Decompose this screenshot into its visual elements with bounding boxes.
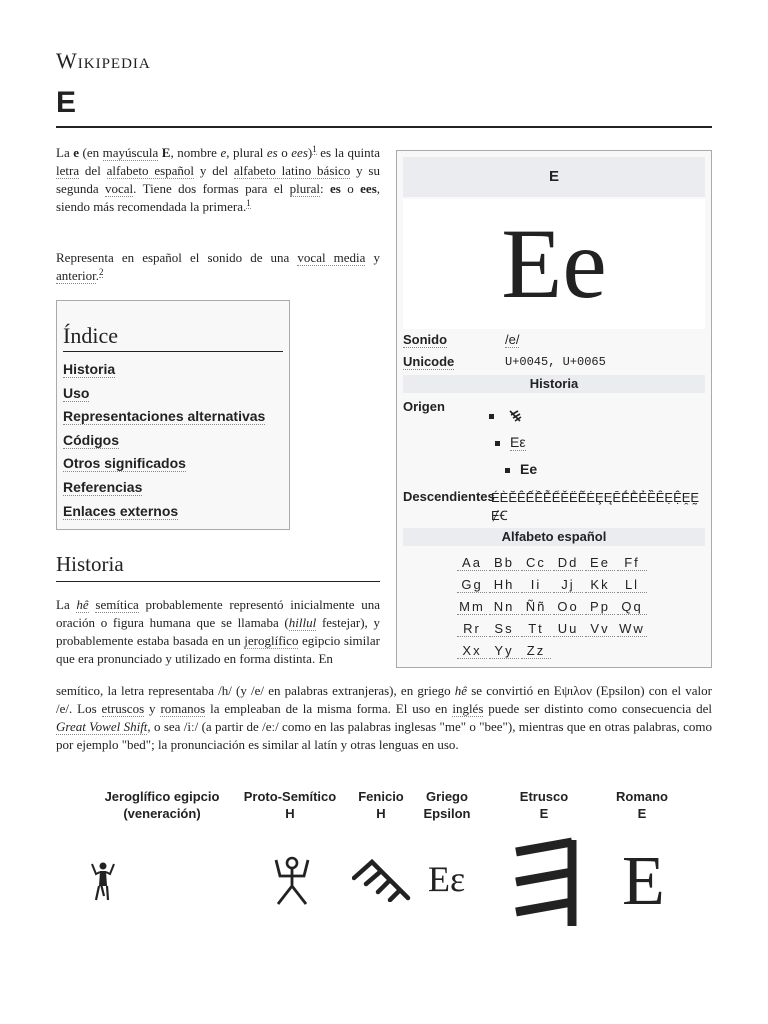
reference-link-1b[interactable]: 1	[246, 197, 251, 208]
text: La	[56, 597, 77, 612]
sonido-value-text: /e/	[505, 332, 520, 347]
alfabeto-letter[interactable]: Hh	[489, 577, 519, 593]
link-vocal[interactable]: vocal	[105, 181, 134, 196]
egyptian-hieroglyph-icon[interactable]	[88, 860, 118, 902]
alfabeto-letter[interactable]: Aa	[457, 555, 487, 571]
alfabeto-letter[interactable]: Rr	[457, 621, 487, 637]
descendientes-value[interactable]: ÉÈĔÊẾỀỄỂĚËẼĖȨĘĒḖḔẺȄȆẸỆḘḚɆꞒ	[491, 490, 700, 523]
italic-text: hê	[76, 597, 89, 612]
evolution-header-line: Fenicio	[358, 789, 404, 804]
evolution-header-line: Epsilon	[423, 806, 471, 821]
text: , o sea /iː/ (a partir de /eː/ como en las palabras inglesas "me" o "bee"), mientras que en otras palabras, como por ejemplo "bed"; la pronunciación es similar al latín y otras lenguas en uso.	[56, 719, 712, 752]
evolution-header-fenicio	[348, 788, 414, 822]
alfabeto-letter[interactable]: Ff	[617, 555, 647, 571]
evolution-header-line: (veneración)	[123, 806, 201, 821]
table-of-contents	[56, 300, 290, 530]
text: . Tiene dos formas para el	[133, 181, 290, 196]
link-great-vowel-shift[interactable]	[56, 719, 147, 735]
wikipedia-wordmark[interactable]: Wikipedia	[56, 48, 151, 73]
evolution-header-line: H	[285, 806, 295, 821]
bold-text: ees	[360, 181, 377, 196]
alfabeto-letter[interactable]: Uu	[553, 621, 583, 637]
link-hillul[interactable]	[289, 615, 316, 631]
toc-item-enlaces-externos[interactable]	[63, 500, 283, 524]
text: se convirtió en Εψιλον (Epsilon) con el valor /e/. Los	[56, 683, 712, 716]
evolution-header-line: Jeroglífico egipcio	[104, 789, 220, 804]
evolution-header-line: Griego	[426, 789, 468, 804]
italic-text: e	[220, 145, 227, 160]
text: .	[95, 268, 99, 283]
historia-section-header: Historia	[403, 375, 705, 393]
text: festejar), y probablemente estaba basada en un	[56, 615, 380, 648]
link-alfabeto-latino[interactable]: alfabeto latino básico	[233, 163, 351, 178]
alfabeto-letter[interactable]: Kk	[585, 577, 615, 593]
bold-text: e	[73, 145, 80, 160]
evolution-header-line: Proto-Semítico	[243, 789, 337, 804]
alfabeto-letter[interactable]: Vv	[585, 621, 615, 637]
sonido-label[interactable]	[403, 332, 447, 347]
reference-link-2[interactable]: 2	[98, 266, 104, 277]
alfabeto-letter[interactable]: Bb	[489, 555, 519, 571]
alfabeto-letter[interactable]: Ss	[489, 621, 519, 637]
alfabeto-letter[interactable]: Ee	[585, 555, 615, 571]
text: la empleaban de la misma forma. El uso en	[205, 701, 453, 716]
sonido-value[interactable]	[505, 332, 519, 347]
italic-text: hê	[454, 683, 468, 698]
origen-item-latin: Ee	[505, 461, 537, 477]
alfabeto-letter[interactable]: Ll	[617, 577, 647, 593]
roman-e-glyph[interactable]: E	[622, 843, 665, 920]
link-anterior[interactable]: anterior	[56, 268, 96, 283]
toc-item-label: Uso	[63, 384, 90, 401]
unicode-value: U+0045, U+0065	[505, 355, 606, 369]
text: y su segunda	[56, 163, 380, 196]
unicode-label-text: Unicode	[403, 354, 455, 369]
text: :	[319, 181, 330, 196]
alfabeto-letter[interactable]: Nn	[489, 599, 519, 615]
etruscan-e-glyph-icon[interactable]	[510, 836, 582, 928]
bold-text: E	[161, 145, 171, 160]
italic-text: hillul	[288, 615, 317, 630]
origen-item-greek[interactable]	[495, 434, 526, 450]
evolution-header-line: E	[637, 806, 647, 821]
link-romanos[interactable]: romanos	[160, 701, 206, 716]
alfabeto-letter[interactable]: Mm	[457, 599, 487, 615]
descendientes-label: Descendientes	[403, 489, 495, 504]
infobox-glyph: Ee	[403, 199, 705, 329]
evolution-header-protosemitico	[232, 788, 348, 822]
section-heading-historia: Historia	[56, 552, 380, 582]
unicode-label[interactable]	[403, 354, 454, 369]
phoenician-he-icon	[508, 409, 522, 423]
origen-greek-text: Εε	[510, 434, 526, 450]
evolution-header-griego	[414, 788, 480, 822]
alfabeto-letter[interactable]: Qq	[617, 599, 647, 615]
alfabeto-section-header: Alfabeto español	[403, 528, 705, 546]
alfabeto-letter[interactable]: Zz	[521, 643, 551, 659]
link-letra[interactable]: letra	[56, 163, 80, 178]
sonido-label-text: Sonido	[403, 332, 448, 347]
italic-text: es	[266, 145, 278, 160]
text: , nombre	[170, 145, 221, 160]
bold-text: es	[330, 181, 341, 196]
intro-paragraph-1	[56, 144, 380, 216]
toc-item-otros-significados[interactable]	[63, 452, 283, 476]
evolution-header-line: Romano	[616, 789, 668, 804]
toc-item-codigos[interactable]	[63, 429, 283, 453]
evolution-header-etrusco	[504, 788, 584, 822]
link-etruscos[interactable]: etruscos	[101, 701, 145, 716]
text: y	[144, 701, 161, 716]
alfabeto-letter[interactable]: Oo	[553, 599, 583, 615]
link-alfabeto-espanol[interactable]: alfabeto español	[106, 163, 195, 178]
intro-paragraph-2	[56, 249, 380, 285]
text: probablemente representó inicialmente una oración o figura humana que se llamaba (	[56, 597, 380, 630]
origen-item-phoenician[interactable]	[489, 407, 522, 423]
text: o	[277, 145, 292, 160]
toc-item-referencias[interactable]	[63, 476, 283, 500]
text: La	[56, 145, 74, 160]
alfabeto-letter[interactable]: Dd	[553, 555, 583, 571]
link-ingles[interactable]: inglés	[452, 701, 484, 716]
alfabeto-letter[interactable]: Jj	[553, 577, 583, 593]
italic-text: Great Vowel Shift	[56, 719, 148, 734]
link-mayuscula[interactable]: mayúscula	[102, 145, 159, 160]
toc-title: Índice	[63, 323, 283, 352]
phoenician-he-glyph-icon[interactable]	[352, 858, 416, 902]
alfabeto-letter[interactable]: Pp	[585, 599, 615, 615]
alfabeto-letter[interactable]: Ññ	[521, 599, 551, 615]
evolution-header-line: H	[376, 806, 386, 821]
toc-item-label: Historia	[63, 361, 116, 377]
evolution-header-jeroglifico	[80, 788, 244, 822]
reference-link-1[interactable]: 1	[312, 143, 317, 154]
italic-text: ees	[291, 145, 308, 160]
text: y del	[194, 163, 234, 178]
proto-semitic-figure-icon[interactable]	[272, 856, 312, 906]
evolution-header-romano	[602, 788, 682, 822]
toc-item-label: Otros significados	[63, 455, 186, 472]
text: y	[365, 250, 381, 265]
alfabeto-letter[interactable]: Cc	[521, 555, 551, 571]
text: egipcio similar que era pronunciado y utilizado en forma distinta. En	[56, 633, 380, 666]
greek-epsilon-glyph[interactable]: Εε	[428, 859, 466, 899]
text: puede ser distinto como consecuencia del	[483, 701, 713, 716]
text: es la quinta	[316, 145, 381, 160]
text: o	[340, 181, 361, 196]
historia-paragraph-top	[56, 596, 380, 668]
toc-item-label: Representaciones alternativas	[63, 408, 266, 425]
alfabeto-letter[interactable]: Ww	[617, 621, 647, 637]
link-semitica[interactable]: semítica	[95, 597, 139, 612]
alfabeto-letter[interactable]: Yy	[489, 643, 519, 659]
alfabeto-letter[interactable]: Tt	[521, 621, 551, 637]
text: semítico, la letra representaba /h/ (y /e/ en palabras extranjeras), en griego	[56, 683, 455, 698]
link-vocal-media[interactable]: vocal media	[297, 250, 366, 265]
alfabeto-letter[interactable]: Xx	[457, 643, 487, 659]
evolution-header-line: Etrusco	[519, 789, 569, 804]
text: , siendo más recomendada la primera.	[56, 181, 381, 214]
text: Representa en español el sonido de una	[56, 250, 298, 265]
link-plural[interactable]: plural	[289, 181, 320, 196]
page-title: E	[56, 86, 712, 128]
toc-item-uso[interactable]	[63, 382, 283, 406]
text: )	[307, 145, 313, 160]
toc-item-label: Códigos	[63, 431, 119, 448]
toc-item-historia[interactable]	[63, 358, 283, 382]
toc-item-label: Enlaces externos	[63, 502, 179, 519]
infobox-title: E	[403, 157, 705, 197]
link-he[interactable]	[76, 597, 88, 613]
text: del	[79, 163, 107, 178]
toc-item-label: Referencias	[63, 478, 143, 495]
link-jeroglifico[interactable]: jeroglífico	[244, 633, 299, 648]
infobox	[396, 150, 712, 668]
alfabeto-letter[interactable]: Ii	[521, 577, 551, 593]
historia-paragraph-bottom	[56, 682, 712, 754]
evolution-header-line: E	[539, 806, 549, 821]
toc-item-representaciones[interactable]	[63, 405, 283, 429]
origen-label: Origen	[403, 399, 445, 414]
text: , plural	[226, 145, 267, 160]
text: (en	[79, 145, 103, 160]
alfabeto-letter[interactable]: Gg	[457, 577, 487, 593]
